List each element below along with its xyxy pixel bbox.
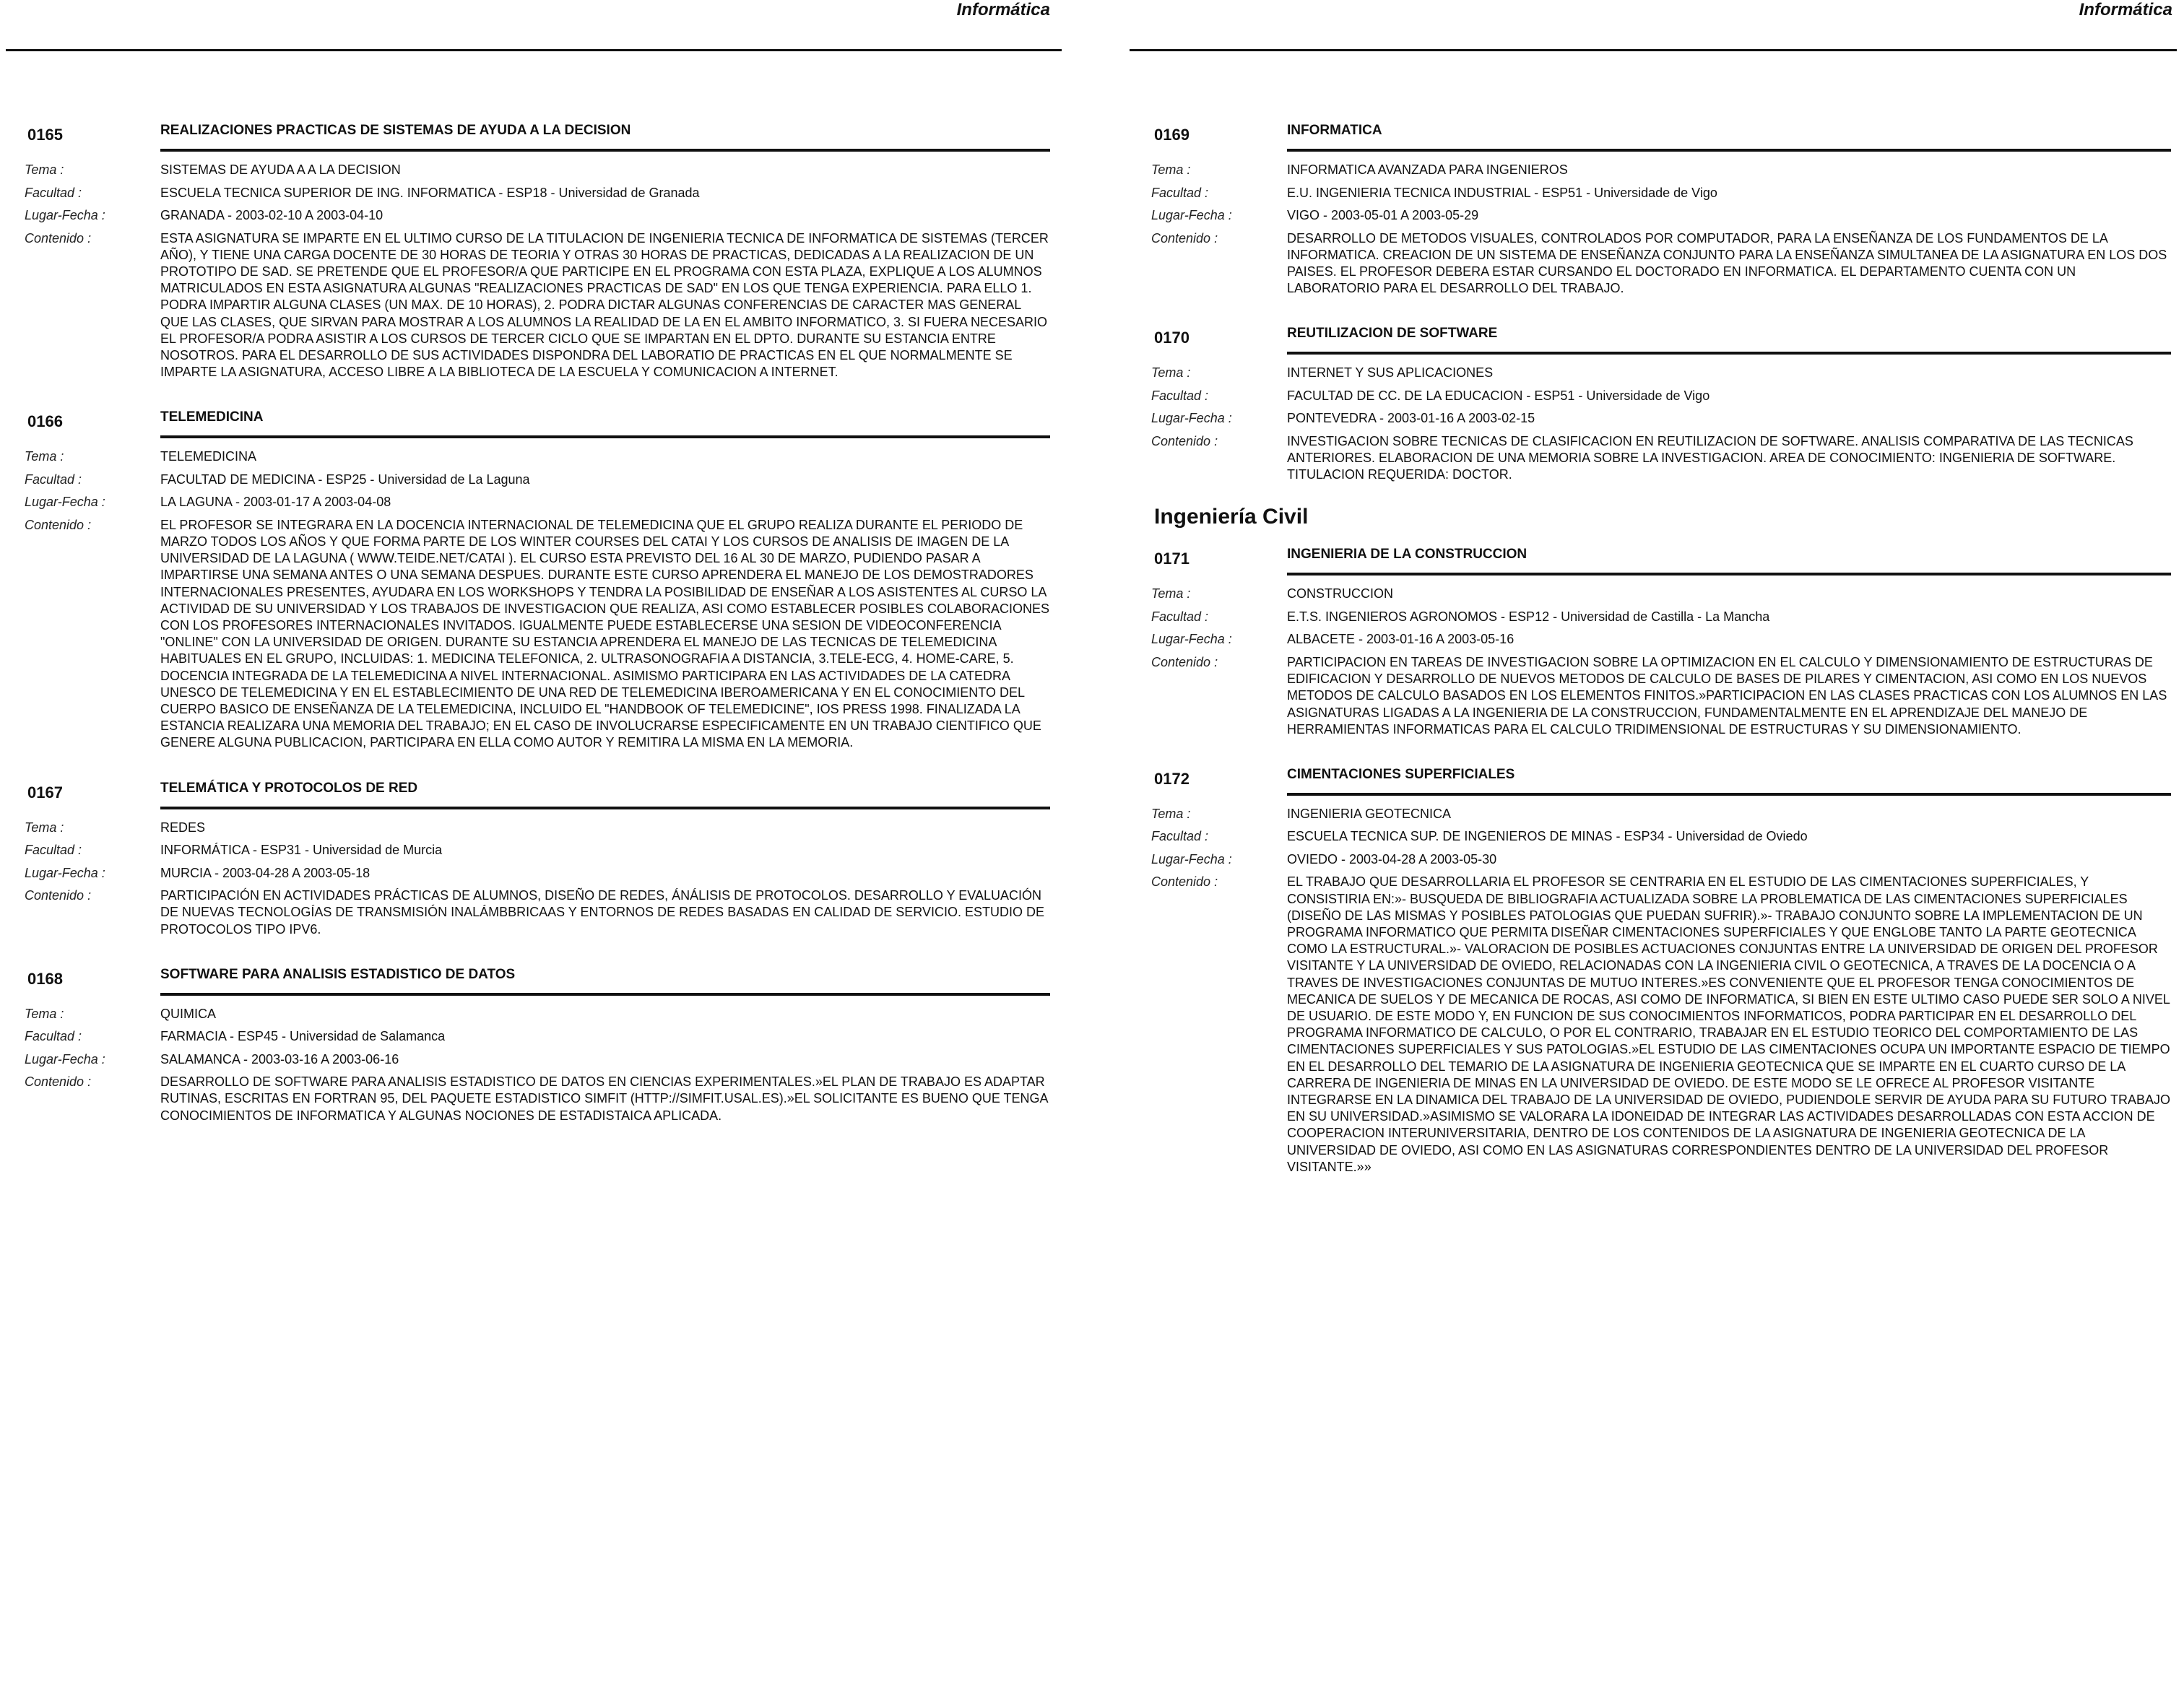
contenido-label: Contenido :: [25, 888, 92, 903]
contenido-value: DESARROLLO DE SOFTWARE PARA ANALISIS ESTADISTICO DE DATOS EN CIENCIAS EXPERIMENTALES.»EL PLAN DE TRABAJO ES ADAPTAR RUTINAS, ESCRITAS EN FORTRAN 95, DEL PAQUETE ESTADISTICO SIMFIT (HTTP://SIMFIT.USAL.ES).»EL SOLICITANTE ES BUENO QUE TENGA CONOCIMIENTOS DE INFORMATICA Y ALGUNAS NOCIONES DE ESTADISTAICA APLICADA.: [160, 1074, 1048, 1123]
header-divider: [1130, 49, 2177, 51]
tema-value: CONSTRUCCION: [1287, 586, 1393, 601]
entry-title: REUTILIZACION DE SOFTWARE: [1287, 326, 1498, 342]
tema-label: Tema :: [25, 449, 64, 464]
entry-title: SOFTWARE PARA ANALISIS ESTADISTICO DE DATOS: [160, 966, 516, 982]
entry-divider: [1287, 352, 2171, 355]
tema-value: INGENIERIA GEOTECNICA: [1287, 806, 1452, 821]
entry-0172: [1151, 760, 2171, 1176]
entry-number: 0165: [27, 126, 63, 144]
facultad-value: FARMACIA - ESP45 - Universidad de Salamanca: [160, 1029, 446, 1044]
contenido-value: DESARROLLO DE METODOS VISUALES, CONTROLADOS POR COMPUTADOR, PARA LA ENSEÑANZA DE LOS FUNDAMENTOS DE LA INFORMATICA. CREACION DE UN SISTEMA DE ENSEÑANZA CONJUNTO PARA LA ENSEÑANZA SIMULTANEA DE LA ASIGNATURA EN LOS DOS PAISES. EL PROFESOR DEBERA ESTAR CURSANDO EL DOCTORADO EN INFORMATICA. EL DEPARTAMENTO CUENTA CON UN LABORATORIO PARA EL DESARROLLO DEL TRABAJO.: [1287, 230, 2167, 296]
entry-title: INGENIERIA DE LA CONSTRUCCION: [1287, 547, 1528, 563]
tema-label: Tema :: [25, 1006, 64, 1021]
contenido-label: Contenido :: [25, 517, 92, 532]
lugar-fecha-label: Lugar-Fecha :: [1151, 632, 1232, 647]
entry-0169: [1151, 116, 2171, 297]
facultad-value: ESCUELA TECNICA SUP. DE INGENIEROS DE MINAS - ESP34 - Universidad de Oviedo: [1287, 829, 1808, 844]
facultad-label: Facultad :: [25, 185, 82, 200]
entry-number: 0166: [27, 412, 63, 431]
entry-title: TELEMEDICINA: [160, 409, 264, 425]
lugar-fecha-value: MURCIA - 2003-04-28 A 2003-05-18: [160, 865, 370, 880]
section-heading: Ingeniería Civil: [1154, 505, 1309, 529]
entry-0167: [25, 773, 1050, 938]
entry-divider: [1287, 149, 2171, 152]
contenido-label: Contenido :: [25, 1074, 92, 1090]
entry-number: 0170: [1154, 329, 1190, 347]
facultad-label: Facultad :: [25, 1029, 82, 1044]
contenido-value: PARTICIPACION EN TAREAS DE INVESTIGACION SOBRE LA OPTIMIZACION EN EL CALCULO Y DIMENSIONAMIENTO DE ESTRUCTURAS DE EDIFICACION Y DESARROLLO DE NUEVOS METODOS DE CALCULO DE BASES DE PILARES Y CIMENTACION, ASI COMO EN LOS NUEVOS METODOS DE CALCULO BASADOS EN LOS ELEMENTOS FINITOS.»PARTICIPACION EN LAS CLASES PRACTICAS CON LOS ALUMNOS EN LAS ASIGNATURAS LIGADAS A LA INGENIERIA DE LA CONSTRUCCION, FUNDAMENTALMENTE EN EL APRENDIZAJE DEL MANEJO DE HERRAMIENTAS INFORMATICAS PARA EL CALCULO TRIDIMENSIONAL DE ESTRUCTURAS Y SU DIMENSIONAMIENTO.: [1287, 654, 2167, 737]
facultad-label: Facultad :: [1151, 185, 1209, 200]
contenido-label: Contenido :: [1151, 230, 1218, 246]
entry-0166: [25, 402, 1050, 751]
lugar-fecha-label: Lugar-Fecha :: [25, 1051, 105, 1067]
lugar-fecha-label: Lugar-Fecha :: [1151, 208, 1232, 222]
facultad-label: Facultad :: [1151, 388, 1209, 403]
entry-title: CIMENTACIONES SUPERFICIALES: [1287, 766, 1515, 782]
page-header: Informática: [2079, 0, 2172, 19]
facultad-label: Facultad :: [25, 472, 82, 487]
lugar-fecha-value: LA LAGUNA - 2003-01-17 A 2003-04-08: [160, 495, 391, 510]
tema-value: SISTEMAS DE AYUDA A A LA DECISION: [160, 162, 401, 177]
entries-column: [25, 116, 1050, 1146]
lugar-fecha-value: PONTEVEDRA - 2003-01-16 A 2003-02-15: [1287, 411, 1535, 426]
contenido-value: PARTICIPACIÓN EN ACTIVIDADES PRÁCTICAS DE ALUMNOS, DISEÑO DE REDES, ÁNÁLISIS DE PROTOCOLOS. DESARROLLO Y EVALUACIÓN DE NUEVAS TECNOLOGÍAS DE TRANSMISIÓN INALÁMBBRICAAS Y ENTORNOS DE REDES BASADAS EN CALIDAD DE SERVICIO. ESTUDIO DE PROTOCOLOS TIPO IPV6.: [160, 888, 1044, 937]
tema-label: Tema :: [1151, 162, 1191, 177]
entry-number: 0171: [1154, 550, 1190, 568]
tema-label: Tema :: [1151, 806, 1191, 821]
entry-number: 0169: [1154, 126, 1190, 144]
entry-title: TELEMÁTICA Y PROTOCOLOS DE RED: [160, 780, 418, 796]
entry-divider: [160, 993, 1050, 996]
facultad-label: Facultad :: [1151, 609, 1209, 624]
contenido-label: Contenido :: [25, 230, 92, 246]
tema-label: Tema :: [1151, 365, 1191, 381]
lugar-fecha-value: VIGO - 2003-05-01 A 2003-05-29: [1287, 208, 1479, 222]
contenido-value: ESTA ASIGNATURA SE IMPARTE EN EL ULTIMO CURSO DE LA TITULACION DE INGENIERIA TECNICA DE INFORMATICA DE SISTEMAS (TERCER AÑO), Y TIENE UNA CARGA DOCENTE DE 30 HORAS DE TEORIA Y OTRAS 30 HORAS DE PRACTICAS, DEDICADAS A LA REALIZACION DE UN PROTOTIPO DE SAD. SE PRETENDE QUE EL PROFESOR/A QUE PARTICIPE EN EL PROGRAMA CON ESTA PLAZA, EXPLIQUE A LOS ALUMNOS MATRICULADOS EN ESTA ASIGNATURA ALGUNAS "REALIZACIONES PRACTICAS DE SAD" EN LOS QUE TENGA EXPERIENCIA. PARA ELLO 1. PODRA IMPARTIR ALGUNA CLASES (UN MAX. DE 10 HORAS), 2. PODRA DICTAR ALGUNAS CONFERENCIAS DE CARACTER MAS GENERAL QUE LAS CLASES, QUE SIRVAN PARA MOSTRAR A LOS ALUMNOS LA REALIDAD DE LA EN EL AMBITO INFORMATICO, 3. SI FUERA NECESARIO EL PROFESOR/A PODRA ASISTIR A LOS CURSOS DE TERCER CICLO QUE SE IMPARTAN EN EL DPTO. DURANTE SU ESTANCIA ENTRE NOSOTROS. PARA EL DESARROLLO DE SUS ACTIVIDADES DISPONDRA DEL LABORATIO DE PRACTICAS EN EL QUE NORMALMENTE SE IMPARTE LA ASIGNATURA, ACCESO LIBRE A LA BIBLIOTECA DE LA ESCUELA Y COMUNICACION A INTERNET.: [160, 230, 1049, 380]
page-header: Informática: [956, 0, 1050, 19]
tema-label: Tema :: [25, 820, 64, 835]
facultad-value: E.T.S. INGENIEROS AGRONOMOS - ESP12 - Universidad de Castilla - La Mancha: [1287, 609, 1770, 624]
lugar-fecha-label: Lugar-Fecha :: [25, 495, 105, 510]
header-divider: [6, 49, 1062, 51]
lugar-fecha-label: Lugar-Fecha :: [1151, 411, 1232, 426]
entry-number: 0172: [1154, 769, 1190, 788]
contenido-label: Contenido :: [1151, 654, 1218, 669]
facultad-value: E.U. INGENIERIA TECNICA INDUSTRIAL - ESP51 - Universidade de Vigo: [1287, 185, 1717, 200]
contenido-label: Contenido :: [1151, 433, 1218, 448]
facultad-value: FACULTAD DE CC. DE LA EDUCACION - ESP51 - Universidade de Vigo: [1287, 388, 1710, 403]
tema-label: Tema :: [1151, 586, 1191, 601]
entry-number: 0167: [27, 783, 63, 802]
entry-0170: [1151, 318, 2171, 483]
entry-0165: [25, 116, 1050, 381]
lugar-fecha-label: Lugar-Fecha :: [25, 865, 105, 880]
entry-divider: [1287, 793, 2171, 796]
entry-divider: [160, 149, 1050, 152]
lugar-fecha-value: SALAMANCA - 2003-03-16 A 2003-06-16: [160, 1051, 399, 1067]
entry-title: INFORMATICA: [1287, 123, 1382, 138]
facultad-label: Facultad :: [25, 843, 82, 858]
tema-value: INTERNET Y SUS APLICACIONES: [1287, 365, 1494, 381]
entry-divider: [1287, 573, 2171, 575]
facultad-value: ESCUELA TECNICA SUPERIOR DE ING. INFORMATICA - ESP18 - Universidad de Granada: [160, 185, 700, 200]
lugar-fecha-value: ALBACETE - 2003-01-16 A 2003-05-16: [1287, 632, 1514, 647]
entry-number: 0168: [27, 969, 63, 988]
tema-value: TELEMEDICINA: [160, 449, 257, 464]
contenido-value: INVESTIGACION SOBRE TECNICAS DE CLASIFICACION EN REUTILIZACION DE SOFTWARE. ANALISIS COMPARATIVA DE LAS TECNICAS ANTERIORES. ELABORACION DE UNA MEMORIA SOBRE LA INVESTIGACION. AREA DE CONOCIMIENTO: INGENIERIA DE SOFTWARE. TITULACION REQUERIDA: DOCTOR.: [1287, 433, 2133, 482]
tema-label: Tema :: [25, 162, 64, 177]
entry-0171: [1151, 539, 2171, 738]
lugar-fecha-value: GRANADA - 2003-02-10 A 2003-04-10: [160, 208, 384, 222]
lugar-fecha-value: OVIEDO - 2003-04-28 A 2003-05-30: [1287, 851, 1497, 866]
tema-value: INFORMATICA AVANZADA PARA INGENIEROS: [1287, 162, 1568, 177]
contenido-value: EL PROFESOR SE INTEGRARA EN LA DOCENCIA INTERNACIONAL DE TELEMEDICINA QUE EL GRUPO REALIZA DURANTE EL PERIODO DE MARZO TODOS LOS AÑOS Y QUE FORMA PARTE DE LOS WINTER COURSES DEL CATAI Y LOS CURSOS DE ANALISIS DE IMAGEN DE LA UNIVERSIDAD DE LA LAGUNA ( WWW.TEIDE.NET/CATAI ). EL CURSO ESTA PREVISTO DEL 16 AL 30 DE MARZO, PUDIENDO PASAR A IMPARTIRSE UNA SEMANA ANTES O UNA SEMANA DESPUES. DURANTE ESTE CURSO APRENDERA EL MANEJO DE LOS DEMOSTRADORES INTERNACIONALES PRESENTES, AYUDARA EN LOS WORKSHOPS Y TENDRA LA POSIBILIDAD DE ENSEÑAR A LOS ASISTENTES AL CURSO LA ACTIVIDAD DE SU UNIVERSIDAD Y LOS TRABAJOS DE INVESTIGACION QUE REALIZA, ASI COMO ESTABLECER POSIBLES COLABORACIONES CON LOS PROFESORES INTERNACIONALES INVITADOS. IGUALMENTE PUEDE ESTABLECERSE UNA SESION DE VIDEOCONFERENCIA "ONLINE" CON LA UNIVERSIDAD DE ORIGEN. DURANTE SU ESTANCIA APRENDERA EL MANEJO DE LAS TECNICAS DE TELEMEDICINA HABITUALES EN EL GRUPO, INCLUIDAS: 1. MEDICINA TELEFONICA, 2. ULTRASONOGRAFIA A DISTANCIA, 3.TELE-ECG, 4. HOME-CARE, 5. DOCENCIA INTEGRADA DE LA TELEMEDICINA A NIVEL INTERNACIONAL. ASIMISMO PARTICIPARA EN LAS ACTIVIDADES DE LA CATEDRA UNESCO DE TELEMEDICINA Y EN EL ESTABLECIMIENTO DE UNA RED DE TELEMEDICINA IBEROAMERICANA Y EN EL CONOCIMIENTO DEL CUERPO BASICO DE ENSEÑANZA DE LA TELEMEDICINA, INCLUIDO EL "HANDBOOK OF TELEMEDICINE", IOS PRESS 1998. FINALIZADA LA ESTANCIA REALIZARA UNA MEMORIA DEL TRABAJO; EN EL CASO DE INVOLUCRARSE ESPECIFICAMENTE EN UN TRABAJO CIENTIFICO QUE GENERE ALGUNA PUBLICACION, PARTICIPARA EN ELLA COMO AUTOR Y REMITIRA LA MISMA EN LA MEMORIA.: [160, 517, 1049, 750]
lugar-fecha-label: Lugar-Fecha :: [25, 208, 105, 222]
lugar-fecha-label: Lugar-Fecha :: [1151, 851, 1232, 866]
page-right: [1092, 0, 2184, 1694]
facultad-value: FACULTAD DE MEDICINA - ESP25 - Universidad de La Laguna: [160, 472, 530, 487]
tema-value: QUIMICA: [160, 1006, 217, 1021]
entry-0168: [25, 960, 1050, 1124]
tema-value: REDES: [160, 820, 206, 835]
entries-column: [1151, 116, 2171, 1197]
contenido-label: Contenido :: [1151, 874, 1218, 890]
entry-divider: [160, 807, 1050, 809]
entry-divider: [160, 435, 1050, 438]
entry-title: REALIZACIONES PRACTICAS DE SISTEMAS DE AYUDA A LA DECISION: [160, 123, 631, 138]
contenido-value: EL TRABAJO QUE DESARROLLARIA EL PROFESOR SE CENTRARIA EN EL ESTUDIO DE LAS CIMENTACIONES SUPERFICIALES, Y CONSISTIRIA EN:»- BUSQUEDA DE BIBLIOGRAFIA ACTUALIZADA SOBRE LA PROBLEMATICA DE LAS CIMENTACIONES SUPERFICIALES (DISEÑO DE LAS MISMAS Y POSIBLES PATOLOGIAS QUE PUEDAN SUFRIR).»- TRABAJO CONJUNTO SOBRE LA IMPLEMENTACION DE UN PROGRAMA INFORMATICO QUE PERMITA DISEÑAR CIMENTACIONES SUPERFICIALES Y QUE ENGLOBE TANTO LA PARTE GEOTECNICA COMO LA ESTRUCTURAL.»- VALORACION DE POSIBLES ACTUACIONES CONJUNTAS ENTRE LA UNIVERSIDAD DE ORIGEN DEL PROFESOR VISITANTE Y LA UNIVERSIDAD DE OVIEDO, RELACIONADAS CON LA INGENIERIA CIVIL O GEOTECNICA, A TRAVES DE LA DOCENCIA O A TRAVES DE INVESTIGACIONES CONJUNTAS DE MUTUO INTERES.»ES CONVENIENTE QUE EL PROFESOR TENGA CONOCIMIENTOS DE MECANICA DE SUELOS Y DE MECANICA DE ROCAS, ASI COMO DE INFORMATICA, SI BIEN EN ESTE ULTIMO CASO PUEDE SER SOLO A NIVEL DE USUARIO. DE ESTE MODO Y, EN FUNCION DE SUS CONOCIMIENTOS INFORMATICOS, PODRA PARTICIPAR EN EL DESARROLLO DEL PROGRAMA INFORMATICO DE CALCULO, O POR EL CONTRARIO, TRABAJAR EN EL ESTUDIO TEORICO DEL COMPORTAMIENTO DE LAS CIMENTACIONES SUPERFICIALES Y SUS PATOLOGIAS.»EL ESTUDIO DE LAS CIMENTACIONES OCUPA UN IMPORTANTE ESPACIO DE TIEMPO EN EL DESARROLLO DEL TEMARIO DE LA ASIGNATURA DE INGENIERIA GEOTECNICA QUE SE IMPARTE EN EL CUARTO CURSO DE LA CARRERA DE INGENIERIA DE MINAS EN LA UNIVERSIDAD DE OVIEDO. DE ESTE MODO SE LE OFRECE AL PROFESOR VISITANTE INTEGRARSE EN LA DINAMICA DEL TRABAJO DE LA UNIVERSIDAD DE OVIEDO, PUDIENDOLE SERVIR DE AYUDA PARA SU FUTURO TRABAJO EN SU UNIVERSIDAD.»ASIMISMO SE VALORARA LA IDONEIDAD DE INTEGRAR LAS ACTIVIDADES DESARROLLADAS CON ESTA ACCION DE COOPERACION INTERUNIVERSITARIA, DENTRO DE LOS CONTENIDOS DE LA ASIGNATURA DE INGENIERIA GEOTECNICA DE LA UNIVERSIDAD DE OVIEDO, ASI COMO EN LAS ASIGNATURAS CORRESPONDIENTES DENTRO DE LA UNIVERSIDAD DEL PROFESOR VISITANTE.»»: [1287, 874, 2170, 1174]
facultad-value: INFORMÁTICA - ESP31 - Universidad de Murcia: [160, 843, 443, 858]
facultad-label: Facultad :: [1151, 829, 1209, 844]
